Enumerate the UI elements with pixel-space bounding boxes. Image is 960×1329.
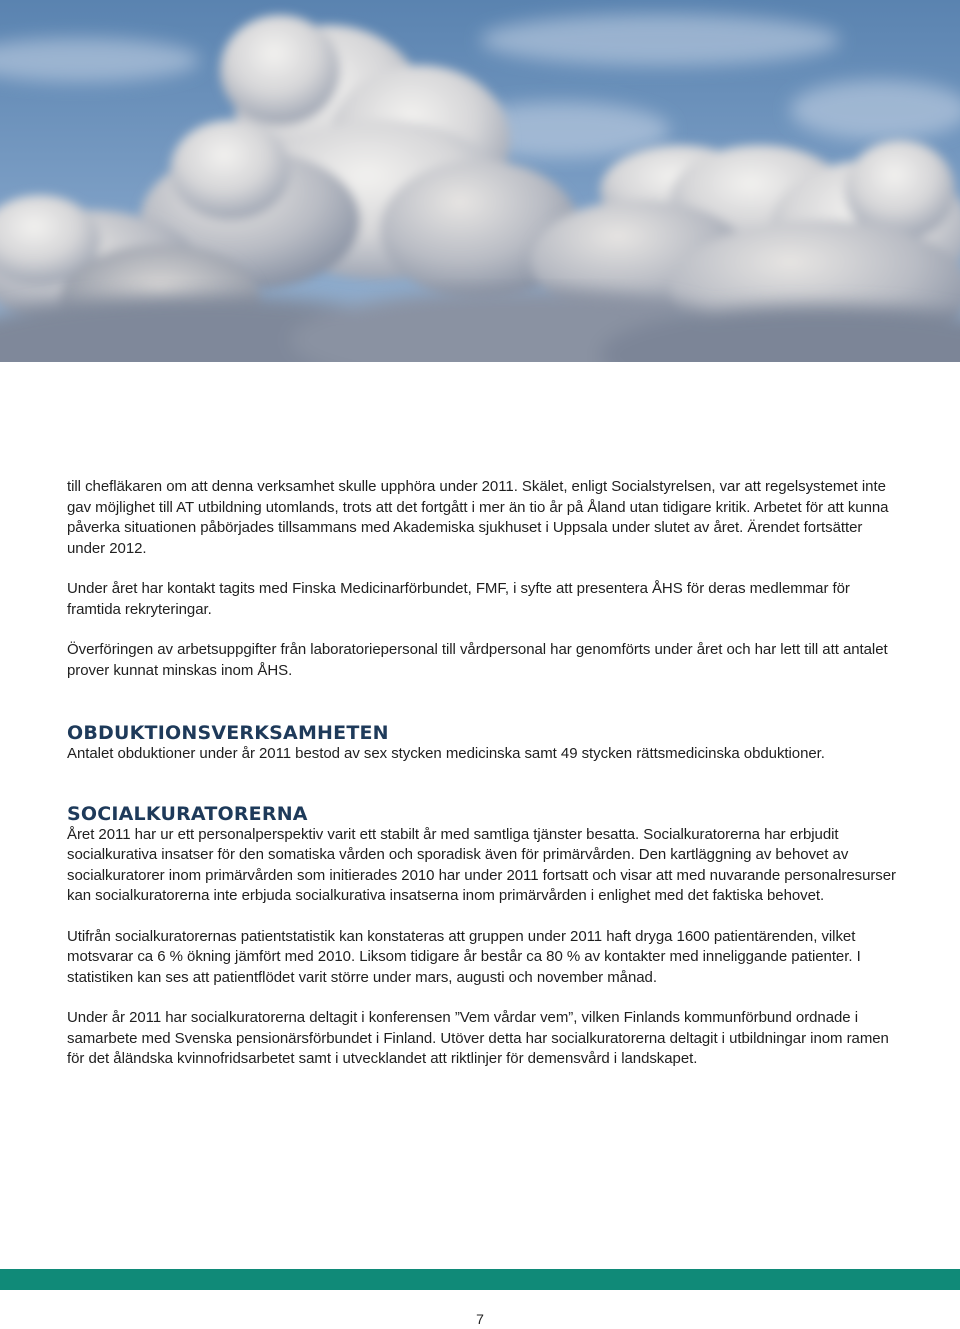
paragraph-intro-2: Under året har kontakt tagits med Finska Medicinarförbundet, FMF, i syfte att presentera ÅHS för deras medlemmar för framtida rekryteringar. — [67, 580, 850, 618]
main-content — [67, 477, 899, 1070]
page-number: 7 — [476, 1311, 484, 1327]
paragraph-social-2: Utifrån socialkuratorernas patientstatistik kan konstateras att gruppen under 2011 haft dryga 1600 patientärenden, vilket motsvarar ca 6 % ökning jämfört med 2010. Liksom tidigare år består ca 80 % av kontakter med inneliggande patienter. I statistiken kan ses att patientflödet varit större under mars, augusti och november månad. — [67, 927, 861, 986]
header-cloud-image — [0, 0, 960, 362]
paragraph-obduktion: Antalet obduktioner under år 2011 bestod av sex stycken medicinska samt 49 stycken rättsmedicinska obduktioner. — [67, 745, 825, 762]
paragraph-intro-3: Överföringen av arbetsuppgifter från laboratoriepersonal till vårdpersonal har genomförts under året och har lett till att antalet prover kunnat minskas inom ÅHS. — [67, 641, 888, 679]
paragraph-intro-1: till chefläkaren om att denna verksamhet skulle upphöra under 2011. Skälet, enligt Socialstyrelsen, var att regelsystemet inte gav möjlighet till AT utbildning utomlands, trots att det fortgått i mer än tio år på Åland utan tidigare kritik. Arbetet för att kunna påverka situationen påbörjades tillsammans med Akademiska sjukhuset i Uppsala under slutet av året. Ärendet fortsätter under 2012. — [67, 478, 889, 557]
paragraph-social-3: Under år 2011 har socialkuratorerna deltagit i konferensen ”Vem vårdar vem”, vilken Finlands kommunförbund ordnade i samarbete med Svenska pensionärsförbundet i Finland. Utöver detta har socialkuratorerna deltagit i utbildningar inom ramen för det åländska kvinnofridsarbetet samt i utvecklandet att riktlinjer för demensvård i landskapet. — [67, 1009, 889, 1067]
heading-obduktion: OBDUKTIONSVERKSAMHETEN — [67, 722, 389, 744]
heading-socialkuratorerna: SOCIALKURATORERNA — [67, 802, 308, 825]
footer-bar — [0, 1269, 960, 1290]
paragraph-social-1: Året 2011 har ur ett personalperspektiv varit ett stabilt år med samtliga tjänster besatta. Socialkuratorerna har erbjudit socialkurativa insatser för den somatiska vården och sporadisk även för primärvården. Den kartläggning av behovet av socialkuratorer inom primärvården som initierades 2010 har under 2011 fortsatt och visar att med nuvarande personalresurser kan socialkuratorerna inte erbjuda socialkurativa insatserna inom primärvården i enlighet med det faktiska behovet. — [67, 825, 896, 904]
